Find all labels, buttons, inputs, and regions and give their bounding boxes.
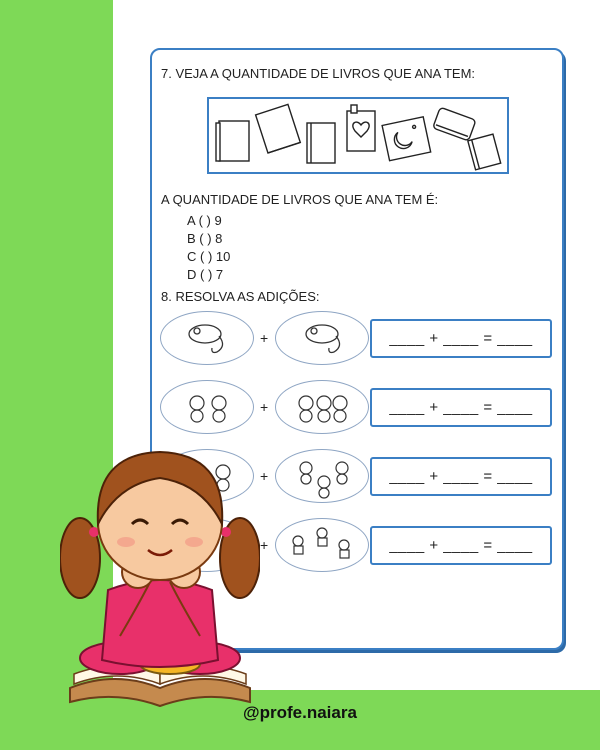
monkey-icon	[276, 381, 368, 433]
heart-book-icon	[347, 105, 375, 151]
question-7-prompt: 7. VEJA A QUANTIDADE DE LIVROS QUE ANA TEM:	[161, 66, 476, 81]
book-icon	[468, 134, 501, 170]
equation-box[interactable]: ____ + ____ = ____	[370, 526, 552, 565]
option-d[interactable]: D ( ) 7	[187, 267, 224, 282]
book-icon	[307, 123, 335, 163]
monkey-icon	[276, 450, 368, 502]
equation-box[interactable]: ____ + ____ = ____	[370, 388, 552, 427]
addend-oval-left	[160, 311, 254, 365]
addend-oval-left	[160, 380, 254, 434]
plus-sign: +	[260, 468, 269, 484]
equation-box[interactable]: ____ + ____ = ____	[370, 319, 552, 358]
question-8-prompt: 8. RESOLVA AS ADIÇÕES:	[161, 289, 320, 304]
girl-reading-illustration	[60, 440, 260, 710]
addend-oval-right	[275, 380, 369, 434]
equation-box[interactable]: ____ + ____ = ____	[370, 457, 552, 496]
addend-oval-right	[275, 311, 369, 365]
addend-oval-right	[275, 518, 369, 572]
option-c[interactable]: C ( ) 10	[187, 249, 231, 264]
moon-book-icon	[382, 117, 431, 161]
monkey-icon	[161, 381, 253, 433]
option-b[interactable]: B ( ) 8	[187, 231, 223, 246]
book-icon	[256, 104, 301, 153]
books-image-box	[207, 97, 509, 174]
addend-oval-right	[275, 449, 369, 503]
book-icon	[433, 107, 476, 141]
plus-sign: +	[260, 399, 269, 415]
chameleon-icon	[161, 312, 253, 364]
question-7-answer-prompt: A QUANTIDADE DE LIVROS QUE ANA TEM É:	[161, 192, 439, 207]
option-a[interactable]: A ( ) 9	[187, 213, 222, 228]
plus-sign: +	[260, 330, 269, 346]
cat-icon	[276, 519, 368, 571]
chameleon-icon	[276, 312, 368, 364]
plus-sign: +	[260, 537, 269, 553]
book-icon	[216, 121, 249, 161]
author-handle: @profe.naiara	[243, 703, 357, 722]
